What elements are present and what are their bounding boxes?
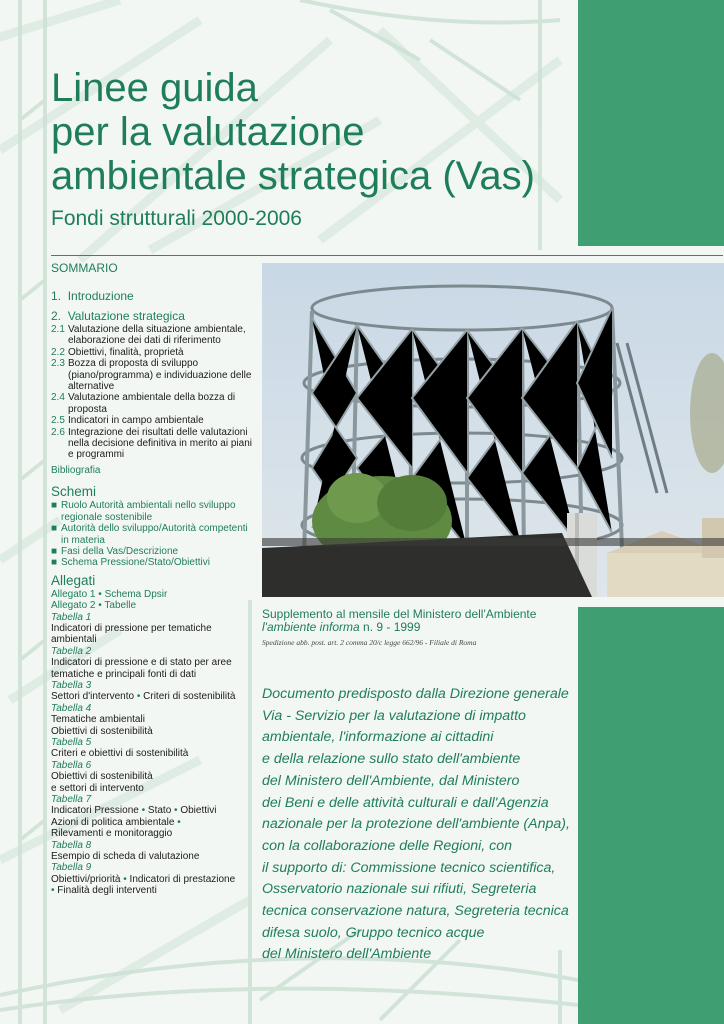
toc-schema-item[interactable]: ■ Fasi della Vas/Descrizione	[51, 545, 179, 557]
toc-tabella-text[interactable]: Indicatori di pressione per tematiche ambientali	[51, 622, 212, 646]
title-line-1: Linee guida	[51, 66, 258, 110]
toc-subsection[interactable]: 2.1 Valutazione della situazione ambientale, elaborazione dei dati di riferimento	[51, 324, 246, 347]
supplement-note: Supplemento al mensile del Ministero dell'Ambiente l'ambiente informa n. 9 - 1999	[262, 607, 537, 634]
toc-subsection[interactable]: 2.2 Obiettivi, finalità, proprietà	[51, 346, 184, 358]
page-title	[51, 66, 571, 198]
toc-tabella-text[interactable]: Tematiche ambientali Obiettivi di sostenibilità	[51, 714, 153, 737]
sommario-heading: SOMMARIO	[51, 261, 118, 275]
toc-allegato-2[interactable]: Allegato 2 • Tabelle	[51, 600, 137, 612]
toc-bibliografia[interactable]: Bibliografia	[51, 464, 101, 476]
toc-tabella-caption: Tabella 6	[51, 759, 92, 771]
gasometer-photo	[262, 263, 724, 597]
toc-section-2[interactable]: 2. Valutazione strategica	[51, 309, 185, 323]
toc-tabella-caption: Tabella 1	[51, 611, 92, 623]
toc-tabella-caption: Tabella 2	[51, 645, 92, 657]
toc-tabella-caption: Tabella 5	[51, 737, 92, 748]
toc-section-1[interactable]: 1. Introduzione	[51, 289, 134, 303]
toc-tabella-text[interactable]: Obiettivi/priorità • Indicatori di prestazione • Finalità degli interventi	[51, 873, 236, 897]
toc-subsection[interactable]: 2.3 Bozza di proposta di sviluppo (piano/programma) e individuazione delle alternative	[51, 358, 252, 393]
table-of-contents	[51, 288, 256, 897]
toc-schema-item[interactable]: ■ Ruolo Autorità ambientali nello sviluppo regionale sostenibile	[51, 500, 236, 523]
page-subtitle: Fondi strutturali 2000-2006	[51, 207, 302, 230]
green-block-top	[578, 0, 724, 246]
toc-tabella-caption: Tabella 7	[51, 794, 92, 806]
green-block-bottom	[578, 607, 724, 1024]
horizontal-rule	[51, 255, 723, 256]
toc-subsection[interactable]: 2.5 Indicatori in campo ambientale	[51, 415, 204, 427]
toc-tabella-text[interactable]: Obiettivi di sostenibilità e settori di intervento	[51, 771, 153, 794]
toc-schema-item[interactable]: ■ Autorità dello sviluppo/Autorità competenti in materia	[51, 523, 248, 546]
toc-tabella-text[interactable]: Settori d'intervento • Criteri di sostenibilità	[51, 691, 236, 703]
toc-subsection[interactable]: 2.4 Valutazione ambientale della bozza di proposta	[51, 392, 236, 415]
toc-tabella-caption: Tabella 8	[51, 839, 92, 851]
toc-schemi-heading: Schemi	[51, 484, 97, 500]
toc-schema-item[interactable]: ■ Schema Pressione/Stato/Obiettivi	[51, 557, 210, 569]
toc-tabella-caption: Tabella 4	[51, 702, 92, 714]
toc-tabella-text[interactable]: Esempio di scheda di valutazione	[51, 851, 200, 863]
toc-tabella-caption: Tabella 9	[51, 862, 92, 874]
title-line-2: per la valutazione	[51, 110, 365, 154]
toc-allegato-1[interactable]: Allegato 1 • Schema Dpsir	[51, 588, 168, 600]
toc-tabella-text[interactable]: Indicatori di pressione e di stato per aree tematiche e principali fonti di dati	[51, 657, 232, 680]
document-description: Documento predisposto dalla Direzione generale Via - Servizio per la valutazione di impatto ambientale, l'informazione ai cittadini e della relazione sullo stato dell'ambiente del Ministero dell'Ambiente, dal Ministero dei Beni e delle attività culturali e dall'Agenzia nazionale per la protezione dell'ambiente (Anpa), con la collaborazione delle Regioni, con il supporto di: Commissione tecnico scientifica, Osservatorio nazionale sui rifiuti, Segreteria tecnica conservazione natura, Segreteria tecnica difesa suolo, Gruppo tecnico acque del Ministero dell'Ambiente	[262, 686, 570, 963]
toc-tabella-caption: Tabella 3	[51, 679, 92, 691]
toc-tabella-text[interactable]: Criteri e obiettivi di sostenibilità	[51, 748, 189, 760]
toc-tabella-text[interactable]: Indicatori Pressione • Stato • Obiettivi Azioni di politica ambientale • Rilevamenti e monitoraggio	[51, 805, 217, 840]
toc-allegati-heading: Allegati	[51, 572, 96, 588]
postal-notice: Spedizione abb. post. art. 2 comma 20/c legge 662/96 - Filiale di Roma	[262, 638, 477, 647]
title-line-3: ambientale strategica (Vas)	[51, 154, 535, 198]
toc-subsection[interactable]: 2.6 Integrazione dei risultati delle valutazioni nella decisione definitiva in merito ai piani e programmi	[51, 426, 252, 461]
